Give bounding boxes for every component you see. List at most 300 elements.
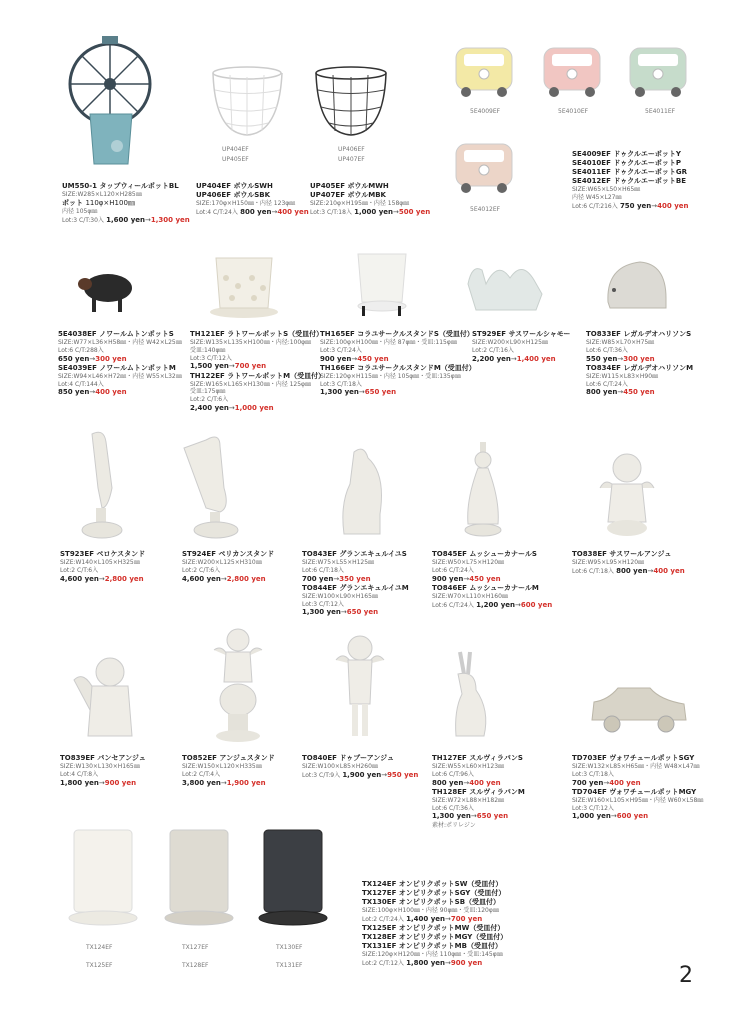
caption-tx127: TX127EF: [182, 944, 209, 951]
product-code: UP405EF: [310, 182, 345, 190]
product-name-line: [572, 159, 689, 168]
price-line: [432, 812, 525, 821]
product-name-line: [310, 191, 430, 200]
product-code: TH165EF: [320, 330, 355, 338]
product-name: ペリカンスタンド: [218, 550, 275, 558]
product-name: ボウルSBK: [233, 191, 271, 200]
product-name-line: [196, 182, 309, 191]
spec-line: SIZE:W77×L36×H58㎜・内径 W42×L25㎜: [58, 339, 182, 347]
original-price: 1,400 yen: [406, 915, 445, 924]
original-price: 3,800 yen: [182, 778, 221, 787]
spec-line: SIZE:W165×L165×H130㎜・内径 125φ㎜: [190, 380, 312, 388]
sale-price: 950 yen: [387, 770, 419, 779]
product-code: ポット: [62, 198, 83, 207]
spec-line: SIZE:W135×L135×H100㎜・内径:100φ㎜: [190, 339, 312, 347]
sale-price: 350 yen: [339, 574, 371, 583]
lot-info: Lot:2 C/T:12入: [362, 960, 404, 968]
product-name-line: [320, 364, 476, 373]
lot-info: Lot:2 C/T:24入: [362, 916, 404, 924]
sale-price: 500 yen: [398, 207, 431, 216]
original-price: 700 yen: [302, 574, 334, 583]
spec-line: SIZE:W115×L83×H90㎜: [586, 372, 659, 380]
price-line: [58, 355, 182, 364]
spec-line: 内径 105φ㎜: [62, 207, 98, 215]
price-line: [58, 388, 182, 397]
product-name-line: [362, 889, 507, 898]
sale-price: 400 yen: [609, 778, 641, 787]
product-code: ST924EF: [182, 550, 216, 558]
product-name: ボウルMBK: [347, 191, 386, 200]
sale-price: 650 yen: [364, 388, 397, 397]
product-code: ST929EF: [472, 330, 506, 338]
price-arrow: →: [228, 362, 235, 371]
original-price: 1,200 yen: [476, 600, 515, 609]
original-price: 900 yen: [320, 354, 352, 363]
price-arrow: →: [445, 915, 451, 924]
product-name-line: [60, 550, 145, 559]
price-arrow: →: [617, 354, 624, 363]
black-wire-bowl-image: [312, 65, 390, 140]
product-code: TX127EF: [362, 889, 397, 898]
original-price: 1,900 yen: [342, 770, 382, 779]
price-arrow: →: [271, 207, 278, 216]
spec-line: SIZE:W50×L75×H120㎜: [432, 559, 505, 567]
price-arrow: →: [445, 959, 451, 968]
parrot-stand-image: [78, 428, 126, 540]
product-name: サスワールアンジュ: [609, 550, 672, 558]
pot-grey-image: [164, 824, 234, 930]
product-code: TX124EF: [362, 880, 397, 888]
product-info-td703: [572, 754, 703, 822]
pot-black-image: [258, 824, 328, 930]
spec-line: Lot:6 C/T:24入: [586, 380, 628, 388]
sale-price: 650 yen: [346, 608, 379, 617]
original-price: 800 yen: [616, 566, 648, 575]
price-arrow: →: [358, 388, 365, 397]
price-arrow: →: [228, 404, 235, 413]
spec-line: SIZE:W94×L46×H72㎜・内径 W55×L32㎜: [58, 372, 182, 380]
lot-info: Lot:4 C/T:24入: [196, 208, 238, 216]
product-code: SE4011EF: [572, 168, 611, 177]
sale-price: 1,400 yen: [516, 354, 556, 363]
product-name: オンピリクポットSGY（受皿付）: [398, 889, 506, 898]
price-line: [586, 388, 693, 397]
product-name: スルヴィラパンS: [469, 754, 523, 762]
circle-stand-image: [350, 250, 414, 320]
sale-price: 400 yen: [657, 201, 689, 210]
price-arrow: →: [651, 201, 658, 210]
spec-line: SIZE:100φ×H100㎜・内径 90φ㎜・受皿:120φ㎜: [362, 907, 499, 915]
product-name-line: [432, 754, 525, 763]
product-code: ST923EF: [60, 550, 94, 558]
product-code: SE4010EF: [572, 159, 611, 168]
product-name-line: [572, 788, 703, 797]
product-name-line: [302, 584, 409, 593]
product-name: オンピリクポットMB（受皿付）: [398, 942, 502, 951]
product-info-st929: [472, 330, 570, 364]
sale-price: 900 yen: [450, 959, 483, 968]
price-arrow: →: [98, 574, 105, 583]
price-line: [182, 779, 275, 788]
product-code: TO846EF: [432, 583, 467, 592]
product-name-line: [302, 754, 418, 763]
product-name-line: [320, 330, 476, 339]
spec-line: SIZE:170φ×H150㎜・内径 123φ㎜: [196, 200, 296, 208]
spec-line: SIZE:W150×L120×H335㎜: [182, 763, 262, 771]
product-name: タップウィールポットBL: [99, 182, 179, 190]
sale-price: 300 yen: [95, 354, 127, 363]
sale-price: 450 yen: [357, 354, 389, 363]
product-code: TO852EF: [182, 754, 217, 762]
product-name: ドゥブーアンジュ: [339, 754, 395, 762]
spec-line: SIZE:210φ×H195㎜・内径 158φ㎜: [310, 200, 410, 208]
price-line: [302, 575, 409, 584]
spec-line: SIZE:W140×L105×H325㎜: [60, 559, 140, 567]
spec-line: SIZE:W55×L60×H123㎜: [432, 763, 505, 771]
price-arrow: →: [381, 770, 388, 779]
spec-line: Lot:6 C/T:288入: [58, 346, 104, 354]
caption-tx124: TX124EF: [86, 944, 113, 951]
price-line: [320, 388, 476, 397]
caption-up406: UP406EF: [338, 146, 365, 153]
price-arrow: →: [89, 354, 96, 363]
van-pot-green-image: [626, 42, 690, 98]
original-price: 850 yen: [58, 388, 90, 397]
original-price: 1,300 yen: [432, 812, 471, 821]
product-code: TX131EF: [362, 942, 397, 951]
product-name: グランエキュルイユS: [339, 550, 407, 558]
spec-line: SIZE:W75×L55×H125㎜: [302, 559, 375, 567]
product-name-line: [432, 788, 525, 797]
original-price: 900 yen: [432, 574, 464, 583]
product-info-to838: [572, 550, 685, 576]
spec-line: Lot:6 C/T:24入: [432, 566, 474, 574]
price-arrow: →: [510, 354, 517, 363]
product-name: ドゥクルエーポットY: [613, 150, 681, 158]
price-line: [432, 575, 552, 584]
lot-info: Lot:3 C/T:18入: [310, 208, 352, 216]
sale-price: 1,900 yen: [226, 778, 266, 787]
sale-price: 400 yen: [653, 566, 685, 575]
product-name: コラユサークルスタンドM（受皿付）: [357, 363, 476, 372]
spec-line: Lot:3 C/T:24入: [320, 346, 362, 354]
sale-price: 1,300 yen: [150, 215, 190, 224]
spec-line: SIZE:W200×L125×H310㎜: [182, 559, 262, 567]
caption-tx130: TX130EF: [276, 944, 303, 951]
sale-price: 300 yen: [623, 354, 655, 363]
spec-line: SIZE:W72×L88×H182㎜: [432, 796, 505, 804]
original-price: 800 yen: [240, 207, 272, 216]
price-arrow: →: [610, 812, 617, 821]
product-name-line: [182, 754, 275, 763]
sale-price: 400 yen: [277, 207, 309, 216]
product-code: TH128EF: [432, 787, 467, 796]
angel-stand-image: [210, 626, 266, 744]
product-name: ボウルMWH: [347, 182, 389, 190]
van-pot-pink-image: [540, 42, 604, 98]
product-name-line: [362, 924, 507, 933]
product-code: UP407EF: [310, 191, 345, 200]
car-pot-image: [588, 680, 690, 740]
price-line: [586, 355, 693, 364]
product-info-th121: [190, 330, 325, 413]
ratoire-pot-image: [208, 250, 280, 322]
product-name: ドゥクルエーポットGR: [613, 168, 688, 177]
product-code: TO839EF: [60, 754, 95, 762]
product-code: TO834EF: [586, 363, 621, 372]
original-price: 1,000 yen: [572, 812, 611, 821]
white-wire-bowl-image: [210, 65, 285, 140]
price-line: [60, 779, 146, 788]
van-pot-yellow-image: [452, 42, 516, 98]
product-name: ラトワールポットM（受皿付）: [227, 371, 326, 380]
product-name: ボウルSWH: [233, 182, 273, 190]
spec-line: Lot:6 C/T:36入: [586, 346, 628, 354]
spec-line: Lot:6 C/T:96入: [432, 770, 474, 778]
product-info-th165: [320, 330, 476, 398]
spec-line: SIZE:W100×L90×H165㎜: [302, 592, 378, 600]
product-name-line: [572, 168, 689, 177]
product-name-line: [572, 150, 689, 159]
price-line: [572, 779, 703, 788]
original-price: 700 yen: [572, 778, 604, 787]
price-arrow: →: [603, 778, 610, 787]
spec-line: SIZE:W65×L50×H65㎜: [572, 186, 641, 194]
caption-se4012: 5E4012EF: [470, 206, 501, 213]
lot-info: Lot:3 C/T:9入: [302, 771, 341, 779]
product-name: レガルデオハリソンS: [623, 330, 692, 338]
product-info-st924: [182, 550, 274, 584]
product-code: TX125EF: [362, 924, 397, 933]
spec-line: SIZE:W130×L130×H165㎜: [60, 763, 140, 771]
product-code: TO844EF: [302, 583, 337, 592]
spec-line: SIZE:W200×L90×H125㎜: [472, 339, 548, 347]
caption-up405: UP405EF: [222, 156, 249, 163]
spec-line: 内径 W45×L27㎜: [572, 194, 622, 202]
spec-line: Lot:3 C/T:12入: [572, 804, 614, 812]
price-line: [190, 362, 325, 371]
spec-line: Lot:6 C/T:36入: [432, 804, 474, 812]
original-price: 1,800 yen: [60, 778, 99, 787]
spec-line: SIZE:120φ×H115㎜・内径 105φ㎜・受皿:135φ㎜: [320, 372, 461, 380]
product-name: オンピリクポットSB（受皿付）: [398, 898, 501, 907]
product-name-line: [362, 898, 507, 907]
product-name: ヴォワチュールポットSGY: [609, 754, 695, 762]
product-name: ドゥクルエーポットBE: [613, 177, 687, 186]
product-name: ノワールムトンポットM: [99, 363, 176, 372]
product-name: ラトワールポットS（受皿付）: [227, 330, 324, 338]
product-name: ペロケスタンド: [96, 550, 146, 558]
price-line: [62, 216, 190, 225]
rabbit-figure-image: [446, 650, 494, 744]
product-name-line: [302, 550, 409, 559]
product-info-um550: [62, 182, 190, 225]
price-arrow: →: [333, 574, 340, 583]
duck-figure-image: [460, 440, 506, 540]
product-code: UM550-1: [62, 182, 98, 190]
spec-line: SIZE:W95×L95×H120㎜: [572, 559, 645, 567]
product-code: SE4039EF: [58, 363, 97, 372]
spec-line: Lot:2 C/T:6入: [190, 396, 229, 404]
product-code: TX130EF: [362, 898, 397, 907]
price-arrow: →: [220, 778, 227, 787]
product-name: ムッシューカナールS: [469, 550, 537, 558]
lot-info: Lot:6 C/T:18入: [572, 567, 614, 575]
original-price: 1,300 yen: [302, 608, 341, 617]
spec-line: SIZE:W70×L110×H160㎜: [432, 592, 508, 600]
original-price: 4,600 yen: [60, 574, 99, 583]
product-code: TH121EF: [190, 330, 225, 338]
product-info-to852: [182, 754, 275, 788]
product-code: UP404EF: [196, 182, 231, 190]
product-name: ドゥクルエーポットP: [613, 159, 682, 168]
price-arrow: →: [220, 574, 227, 583]
wheel-pot-image: [62, 34, 152, 174]
product-name: オンピリクポットMW（受皿付）: [398, 924, 505, 933]
sale-price: 400 yen: [469, 778, 501, 787]
product-info-to843: [302, 550, 409, 618]
sale-price: 450 yen: [623, 388, 655, 397]
spec-line: SIZE:W85×L70×H75㎜: [586, 339, 655, 347]
product-code: TX128EF: [362, 933, 397, 942]
product-info-to833: [586, 330, 693, 398]
product-name: パンセアンジュ: [97, 754, 146, 762]
price-arrow: →: [463, 778, 470, 787]
original-price: 800 yen: [432, 778, 464, 787]
spec-line: Lot:4 C/T:144入: [58, 380, 104, 388]
caption-se4011: 5E4011EF: [645, 108, 676, 115]
product-code: TD704EF: [572, 787, 607, 796]
sale-price: 2,800 yen: [104, 574, 144, 583]
product-code: SE4012EF: [572, 177, 611, 186]
product-name-line: [182, 550, 274, 559]
product-name: コラユサークルスタンドS（受皿付）: [357, 330, 474, 338]
price-line: [310, 208, 430, 217]
product-info-to840: [302, 754, 418, 780]
product-name: ヴォワチュールポットMGY: [609, 787, 697, 796]
pensive-angel-image: [70, 650, 140, 742]
price-line: [302, 771, 418, 780]
sale-price: 2,800 yen: [226, 574, 266, 583]
product-name: オンピリクポットMGY（受皿付）: [398, 933, 508, 942]
original-price: 1,600 yen: [106, 215, 145, 224]
product-info-to845: [432, 550, 552, 610]
sale-price: 650 yen: [476, 812, 509, 821]
product-code: UP406EF: [196, 191, 231, 200]
product-info-th127: [432, 754, 525, 829]
spec-line: Lot:2 C/T:16入: [472, 346, 514, 354]
product-info-se4009: [572, 150, 689, 211]
price-arrow: →: [89, 388, 96, 397]
product-name-line: [586, 330, 693, 339]
spec-line: Lot:2 C/T:6入: [60, 566, 99, 574]
sale-price: 450 yen: [469, 574, 501, 583]
price-line: [190, 404, 325, 413]
spec-line: Lot:3 C/T:12入: [190, 354, 232, 362]
product-name-line: [58, 330, 182, 339]
price-line: [320, 355, 476, 364]
caption-se4009: 5E4009EF: [470, 108, 501, 115]
price-arrow: →: [463, 574, 470, 583]
spec-line: SIZE:W285×L120×H285㎜: [62, 191, 142, 199]
product-name: オンピリクポットSW（受皿付）: [398, 880, 503, 888]
product-name-line: [472, 330, 570, 339]
product-code: SE4009EF: [572, 150, 611, 158]
original-price: 1,300 yen: [320, 388, 359, 397]
product-name: グランエキュルイユM: [339, 583, 409, 592]
caption-tx128: TX128EF: [182, 962, 209, 969]
product-code: TO838EF: [572, 550, 607, 558]
price-arrow: →: [98, 778, 105, 787]
product-name: アンジュスタンド: [219, 754, 275, 762]
product-name: 110φ×H100㎜: [85, 198, 135, 207]
price-arrow: →: [647, 566, 654, 575]
price-line: [196, 208, 309, 217]
product-name: ムッシューカナールM: [469, 583, 539, 592]
product-info-to839: [60, 754, 146, 788]
original-price: 1,000 yen: [354, 207, 393, 216]
product-name: スルヴィラパンM: [469, 787, 525, 796]
product-info-st923: [60, 550, 145, 584]
product-name-line: [572, 177, 689, 186]
double-angel-image: [334, 634, 386, 744]
sale-price: 400 yen: [95, 388, 127, 397]
product-name-line: [196, 191, 309, 200]
spec-line: Lot:4 C/T:8入: [60, 770, 99, 778]
product-code: TO833EF: [586, 330, 621, 338]
product-name-line: [432, 550, 552, 559]
original-price: 2,400 yen: [190, 404, 229, 413]
spec-line: 受皿:175φ㎜: [190, 388, 226, 396]
product-name-line: [362, 933, 507, 942]
spec-line: SIZE:W160×L105×H95㎜・内径 W60×L58㎜: [572, 796, 704, 804]
price-line: [182, 575, 274, 584]
caption-se4010: 5E4010EF: [558, 108, 589, 115]
squirrel-figure-image: [336, 444, 390, 540]
price-line: [362, 959, 507, 968]
product-name-line: [572, 550, 685, 559]
product-code: TO840EF: [302, 754, 337, 762]
price-line: [60, 575, 145, 584]
product-name-line: [190, 330, 325, 339]
product-code: TH127EF: [432, 754, 467, 762]
product-name-line: [586, 364, 693, 373]
sale-price: 600 yen: [616, 812, 649, 821]
original-price: 1,800 yen: [406, 959, 445, 968]
price-arrow: →: [393, 207, 399, 216]
spec-line: Lot:3 C/T:18入: [572, 770, 614, 778]
product-name-line: [190, 372, 325, 381]
spec-line: SIZE:100φ×H100㎜・内径 87φ㎜・受皿:115φ㎜: [320, 339, 457, 347]
spec-line: SIZE:120φ×H120㎜・内径 110φ㎜・受皿:145φ㎜: [362, 951, 503, 959]
product-name-line: [310, 182, 430, 191]
price-line: [302, 608, 409, 617]
original-price: 1,500 yen: [190, 362, 229, 371]
product-name: ノワールムトンポットS: [99, 330, 174, 338]
price-line: [432, 601, 552, 610]
pot-white-image: [68, 824, 138, 930]
camel-figure-image: [462, 254, 552, 316]
sale-price: 900 yen: [104, 778, 137, 787]
price-line: [432, 779, 525, 788]
spec-line: SIZE:W132×L85×H65㎜・内径 W48×L47㎜: [572, 763, 700, 771]
sale-price: 700 yen: [450, 915, 483, 924]
product-info-up404: [196, 182, 309, 217]
lot-info: Lot:3 C/T:30入: [62, 216, 104, 224]
angel-sitting-image: [596, 448, 658, 538]
price-line: [362, 915, 507, 924]
spec-line: 受皿:140φ㎜: [190, 346, 226, 354]
